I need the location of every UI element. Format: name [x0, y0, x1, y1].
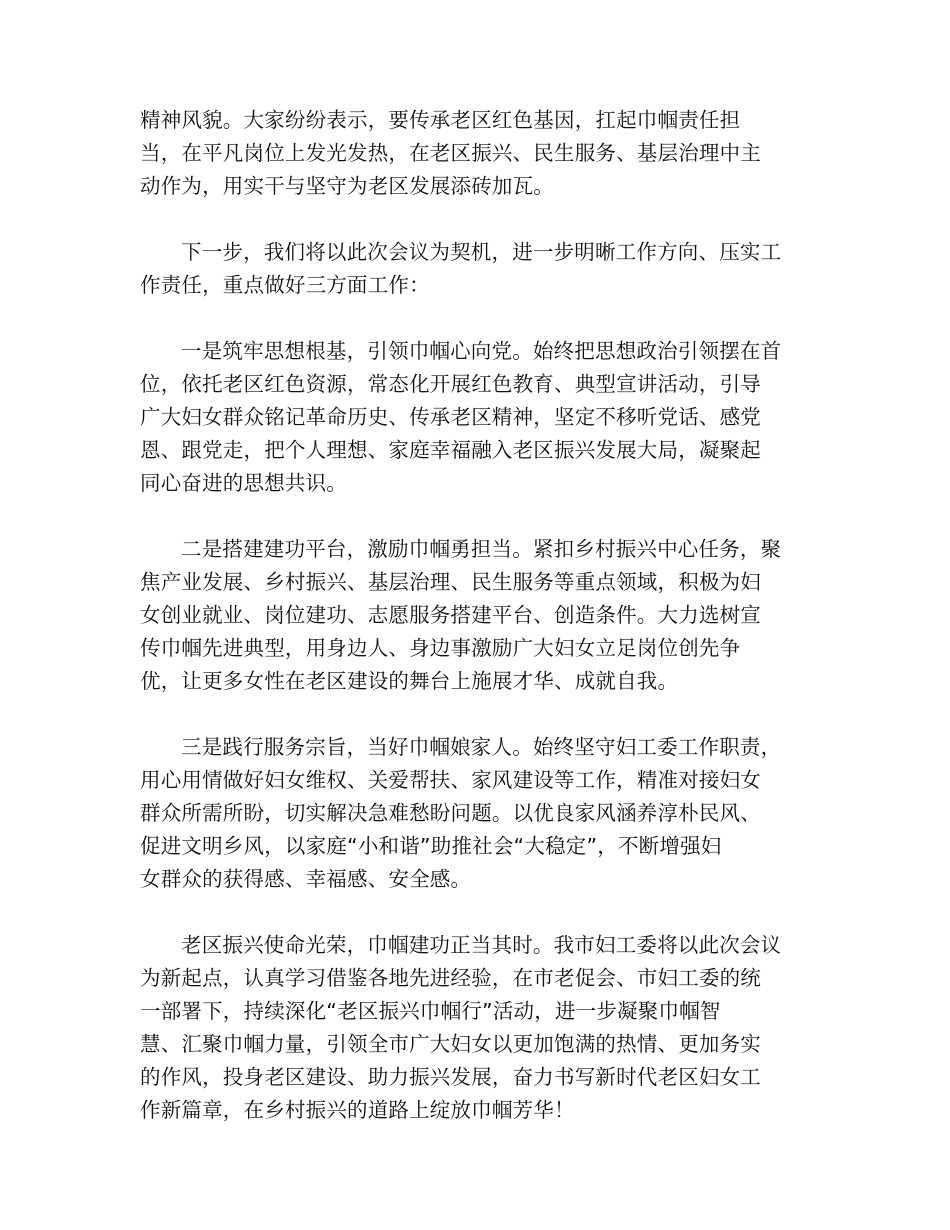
text-line: 一是筑牢思想根基，引领巾帼心向党。始终把思想政治引领摆在首: [181, 339, 782, 363]
text-line: 优，让更多女性在老区建设的舞台上施展才华、成就自我。: [140, 669, 679, 693]
paragraph-3: [140, 335, 810, 500]
document-body: [140, 104, 810, 1160]
paragraph-1: [140, 104, 810, 203]
text-line: 下一步，我们将以此次会议为契机，进一步明晰工作方向、压实工: [181, 240, 782, 264]
text-line: 为新起点，认真学习借鉴各地先进经验，在市老促会、市妇工委的统: [140, 966, 761, 990]
text-line: 动作为，用实干与坚守为老区发展添砖加瓦。: [140, 174, 554, 198]
text-line: 老区振兴使命光荣，巾帼建功正当其时。我市妇工委将以此次会议: [181, 933, 782, 957]
text-line: 传巾帼先进典型，用身边人、身边事激励广大妇女立足岗位创先争: [140, 636, 741, 660]
text-line: 位，依托老区红色资源，常态化开展红色教育、典型宣讲活动，引导: [140, 372, 761, 396]
text-line: 同心奋进的思想共识。: [140, 471, 347, 495]
text-line: 的作风，投身老区建设、助力振兴发展，奋力书写新时代老区妇女工: [140, 1065, 761, 1089]
paragraph-6: [140, 929, 810, 1127]
text-line: 女群众的获得感、幸福感、安全感。: [140, 867, 472, 891]
paragraph-2: [140, 236, 810, 302]
text-line: 当，在平凡岗位上发光发热，在老区振兴、民生服务、基层治理中主: [140, 141, 761, 165]
paragraph-5: [140, 731, 810, 896]
text-line: 焦产业发展、乡村振兴、基层治理、民生服务等重点领域，积极为妇: [140, 570, 761, 594]
text-line: 一部署下，持续深化“老区振兴巾帼行”活动，进一步凝聚巾帼智: [140, 999, 721, 1023]
text-line: 女创业就业、岗位建功、志愿服务搭建平台、创造条件。大力选树宣: [140, 603, 761, 627]
text-line: 精神风貌。大家纷纷表示，要传承老区红色基因，扛起巾帼责任担: [140, 108, 741, 132]
text-line: 广大妇女群众铭记革命历史、传承老区精神，坚定不移听党话、感党: [140, 405, 761, 429]
text-line: 用心用情做好妇女维权、关爱帮扶、家风建设等工作，精准对接妇女: [140, 768, 761, 792]
text-line: 二是搭建建功平台，激励巾帼勇担当。紧扣乡村振兴中心任务，聚: [181, 537, 782, 561]
text-line: 恩、跟党走，把个人理想、家庭幸福融入老区振兴发展大局，凝聚起: [140, 438, 761, 462]
paragraph-4: [140, 533, 810, 698]
text-line: 作新篇章，在乡村振兴的道路上绽放巾帼芳华！: [140, 1098, 575, 1122]
text-line: 群众所需所盼，切实解决急难愁盼问题。以优良家风涵养淳朴民风、: [140, 801, 761, 825]
text-line: 促进文明乡风，以家庭“小和谐”助推社会“大稳定”，不断增强妇: [140, 834, 722, 858]
text-line: 作责任，重点做好三方面工作：: [140, 273, 430, 297]
text-line: 慧、汇聚巾帼力量，引领全市广大妇女以更加饱满的热情、更加务实: [140, 1032, 761, 1056]
text-line: 三是践行服务宗旨，当好巾帼娘家人。始终坚守妇工委工作职责，: [181, 735, 782, 759]
